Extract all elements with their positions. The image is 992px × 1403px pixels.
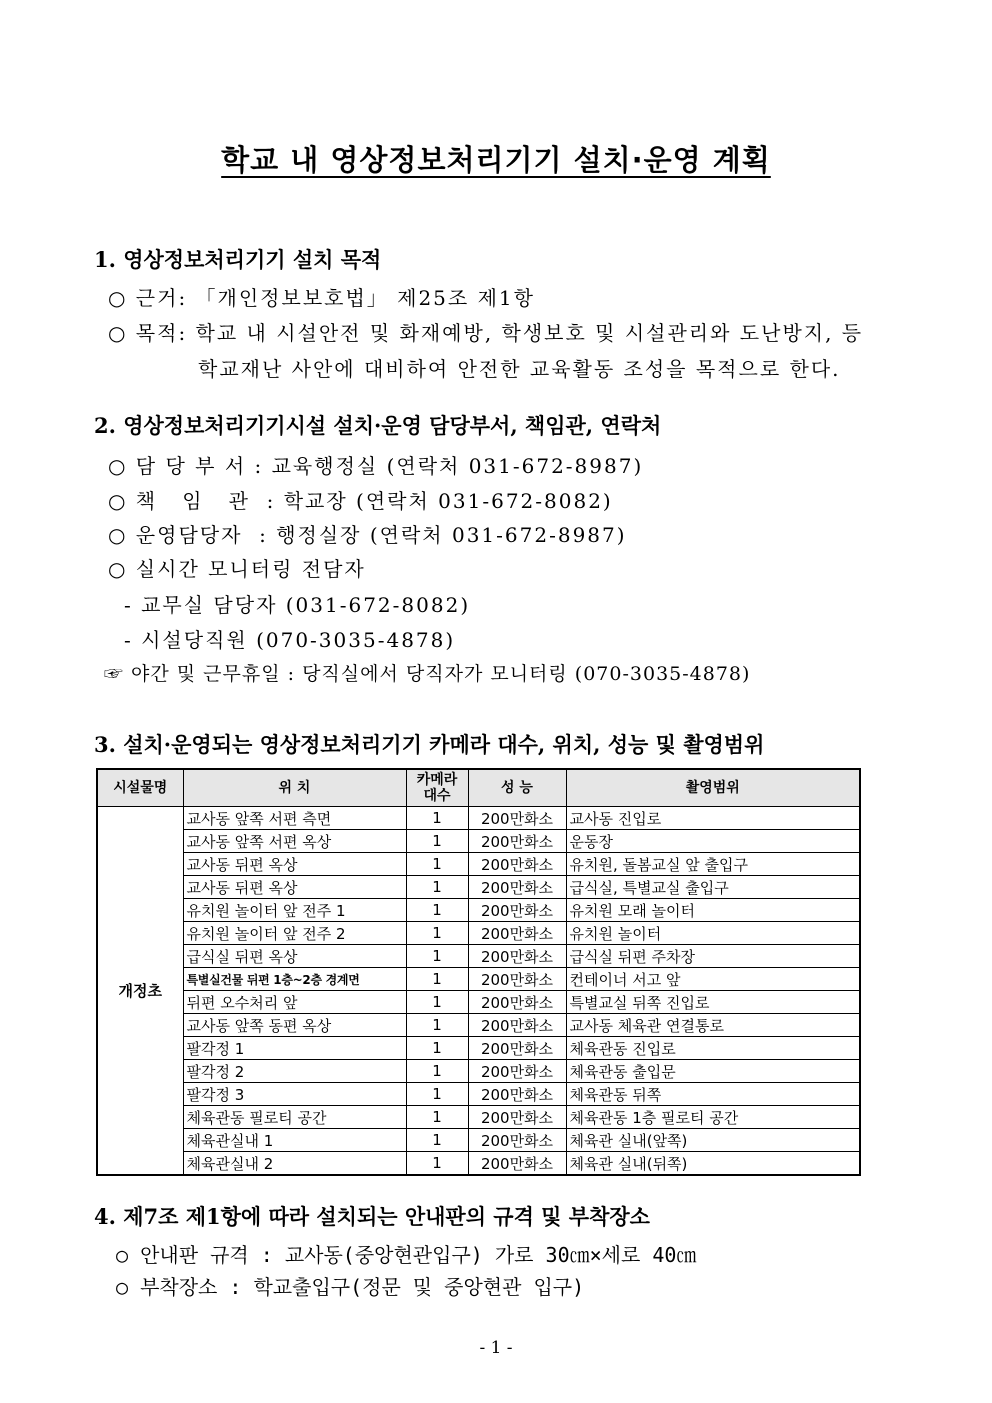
count-cell: 1 <box>406 1083 468 1106</box>
table-row <box>97 830 860 853</box>
section2-monitor1: - 교무실 담당자 (031-672-8082) <box>124 593 471 617</box>
location-cell: 체육관동 필로티 공간 <box>183 1106 406 1129</box>
table-row <box>97 991 860 1014</box>
table-row <box>97 945 860 968</box>
count-cell: 1 <box>406 899 468 922</box>
spec-cell: 200만화소 <box>468 1060 566 1083</box>
location-cell: 교사동 앞쪽 서편 옥상 <box>183 830 406 853</box>
count-cell: 1 <box>406 1037 468 1060</box>
spec-cell: 200만화소 <box>468 1106 566 1129</box>
count-cell: 1 <box>406 968 468 991</box>
location-cell: 특별실건물 뒤편 1층~2층 경계면 <box>183 968 406 991</box>
section2-night: ☞ 야간 및 근무휴일 : 당직실에서 당직자가 모니터링 (070-3035-4878) <box>104 663 751 685</box>
table-row <box>97 853 860 876</box>
count-cell: 1 <box>406 1152 468 1176</box>
range-cell: 유치원 놀이터 <box>566 922 860 945</box>
count-cell: 1 <box>406 1060 468 1083</box>
location-cell: 팔각정 1 <box>183 1037 406 1060</box>
section2-officer: ○ 책 임 관 : 학교장 (연락처 031-672-8082) <box>108 489 613 513</box>
location-cell: 유치원 놀이터 앞 전주 1 <box>183 899 406 922</box>
table-row <box>97 1037 860 1060</box>
table-row <box>97 1060 860 1083</box>
count-cell: 1 <box>406 945 468 968</box>
range-cell: 유치원 모래 놀이터 <box>566 899 860 922</box>
location-cell: 급식실 뒤편 옥상 <box>183 945 406 968</box>
section4-heading: 4. 제7조 제1항에 따라 설치되는 안내판의 규격 및 부착장소 <box>94 1204 650 1229</box>
range-cell: 체육관동 출입문 <box>566 1060 860 1083</box>
spec-cell: 200만화소 <box>468 853 566 876</box>
table-header-row <box>97 769 860 807</box>
range-cell: 체육관동 진입로 <box>566 1037 860 1060</box>
spec-cell: 200만화소 <box>468 899 566 922</box>
range-cell: 체육관 실내(앞쪽) <box>566 1129 860 1152</box>
section1-purpose-line1: ○ 목적: 학교 내 시설안전 및 화재예방, 학생보호 및 시설관리와 도난방지, 등 <box>108 321 864 345</box>
range-cell: 교사동 체육관 연결통로 <box>566 1014 860 1037</box>
spec-cell: 200만화소 <box>468 1037 566 1060</box>
range-cell: 유치원, 돌봄교실 앞 출입구 <box>566 853 860 876</box>
spec-cell: 200만화소 <box>468 922 566 945</box>
page-number: - 1 - <box>479 1338 513 1358</box>
location-cell: 체육관실내 2 <box>183 1152 406 1176</box>
table-row <box>97 1152 860 1176</box>
header-location: 위 치 <box>183 769 406 807</box>
section2-monitor: ○ 실시간 모니터링 전담자 <box>108 557 366 581</box>
location-cell: 교사동 앞쪽 동편 옥상 <box>183 1014 406 1037</box>
spec-cell: 200만화소 <box>468 945 566 968</box>
count-cell: 1 <box>406 1129 468 1152</box>
section2-monitor2: - 시설당직원 (070-3035-4878) <box>124 628 456 652</box>
location-cell: 교사동 앞쪽 서편 측면 <box>183 807 406 830</box>
section1-purpose-line2: 학교재난 사안에 대비하여 안전한 교육활동 조성을 목적으로 한다. <box>198 357 841 381</box>
count-cell: 1 <box>406 876 468 899</box>
count-cell: 1 <box>406 853 468 876</box>
range-cell: 급식실, 특별교실 출입구 <box>566 876 860 899</box>
spec-cell: 200만화소 <box>468 1083 566 1106</box>
range-cell: 급식실 뒤편 주차장 <box>566 945 860 968</box>
range-cell: 체육관동 1층 필로티 공간 <box>566 1106 860 1129</box>
count-cell: 1 <box>406 830 468 853</box>
location-cell: 유치원 놀이터 앞 전주 2 <box>183 922 406 945</box>
range-cell: 체육관동 뒤쪽 <box>566 1083 860 1106</box>
section3-heading: 3. 설치·운영되는 영상정보처리기기 카메라 대수, 위치, 성능 및 촬영범위 <box>94 732 765 757</box>
spec-cell: 200만화소 <box>468 830 566 853</box>
count-cell: 1 <box>406 991 468 1014</box>
range-cell: 컨테이너 서고 앞 <box>566 968 860 991</box>
table-row <box>97 1129 860 1152</box>
range-cell: 운동장 <box>566 830 860 853</box>
section2-dept: ○ 담 당 부 서 : 교육행정실 (연락처 031-672-8987) <box>108 454 644 478</box>
header-facility: 시설물명 <box>97 769 183 807</box>
spec-cell: 200만화소 <box>468 1152 566 1176</box>
table-row <box>97 1014 860 1037</box>
location-cell: 팔각정 3 <box>183 1083 406 1106</box>
table-row <box>97 876 860 899</box>
location-cell: 뒤편 오수처리 앞 <box>183 991 406 1014</box>
location-cell: 교사동 뒤편 옥상 <box>183 853 406 876</box>
header-count: 카메라 대수 <box>406 769 468 807</box>
page-title: 학교 내 영상정보처리기기 설치·운영 계획 <box>221 143 771 177</box>
table-row <box>97 922 860 945</box>
range-cell: 교사동 진입로 <box>566 807 860 830</box>
location-cell: 체육관실내 1 <box>183 1129 406 1152</box>
header-range: 촬영범위 <box>566 769 860 807</box>
range-cell: 체육관 실내(뒤쪽) <box>566 1152 860 1176</box>
location-cell: 교사동 뒤편 옥상 <box>183 876 406 899</box>
spec-cell: 200만화소 <box>468 1129 566 1152</box>
camera-table <box>96 768 861 1176</box>
count-cell: 1 <box>406 1106 468 1129</box>
spec-cell: 200만화소 <box>468 968 566 991</box>
count-cell: 1 <box>406 807 468 830</box>
section4-place: ○ 부착장소 : 학교출입구(정문 및 중앙현관 입구) <box>116 1275 585 1299</box>
location-cell: 팔각정 2 <box>183 1060 406 1083</box>
range-cell: 특별교실 뒤쪽 진입로 <box>566 991 860 1014</box>
table-row <box>97 1083 860 1106</box>
table-row <box>97 1106 860 1129</box>
table-row <box>97 968 860 991</box>
facility-cell: 개정초 <box>97 807 183 1176</box>
section2-heading: 2. 영상정보처리기기시설 설치·운영 담당부서, 책임관, 연락처 <box>94 413 662 438</box>
spec-cell: 200만화소 <box>468 807 566 830</box>
section1-basis: ○ 근거: 「개인정보보호법」 제25조 제1항 <box>108 286 535 310</box>
spec-cell: 200만화소 <box>468 1014 566 1037</box>
spec-cell: 200만화소 <box>468 991 566 1014</box>
table-row <box>97 807 860 830</box>
section2-operator: ○ 운영담당자 : 행정실장 (연락처 031-672-8987) <box>108 523 627 547</box>
table-row <box>97 899 860 922</box>
section4-spec: ○ 안내판 규격 : 교사동(중앙현관입구) 가로 30㎝×세로 40㎝ <box>116 1243 697 1267</box>
header-spec: 성 능 <box>468 769 566 807</box>
count-cell: 1 <box>406 922 468 945</box>
section1-heading: 1. 영상정보처리기기 설치 목적 <box>94 247 382 272</box>
spec-cell: 200만화소 <box>468 876 566 899</box>
count-cell: 1 <box>406 1014 468 1037</box>
